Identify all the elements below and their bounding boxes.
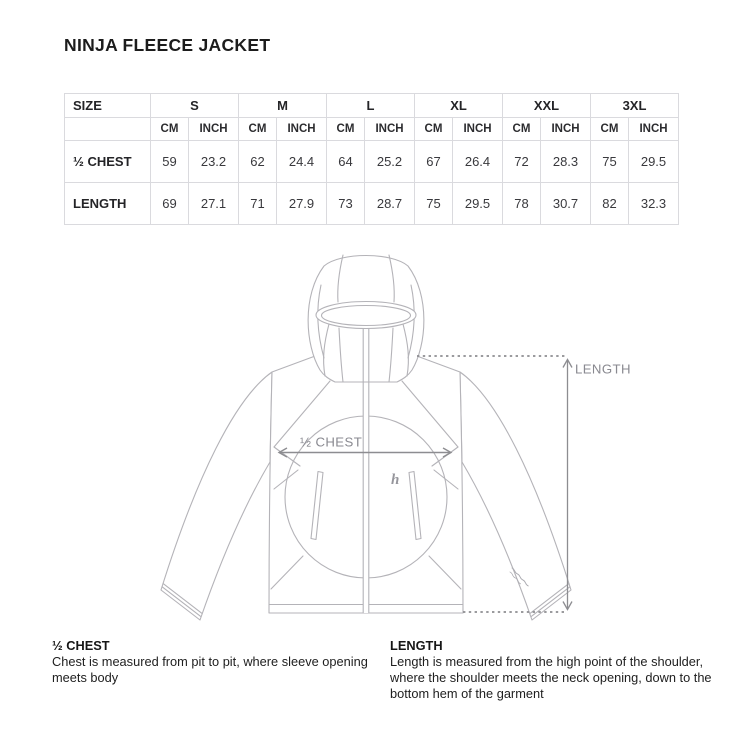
size-col-header-3xl: 3XL — [591, 94, 679, 118]
chest-measure-label: ½ CHEST — [300, 434, 363, 450]
length-measure-label: LENGTH — [575, 361, 631, 377]
footnote-half-chest-heading: ½ CHEST — [52, 638, 110, 653]
size-table-corner-header: SIZE — [65, 94, 151, 118]
value-cell: 82 — [591, 183, 629, 225]
jacket-sleeve-right — [460, 372, 571, 620]
unit-header-cm: CM — [239, 118, 277, 141]
unit-header-inch: INCH — [541, 118, 591, 141]
footnote-length-text: Length is measured from the high point of the shoulder, where the shoulder meets the neck opening, down to the bottom hem of the garment — [390, 654, 712, 701]
value-cell: 29.5 — [629, 141, 679, 183]
size-col-header-xl: XL — [415, 94, 503, 118]
value-cell: 25.2 — [365, 141, 415, 183]
value-cell: 32.3 — [629, 183, 679, 225]
value-cell: 75 — [415, 183, 453, 225]
unit-header-cm: CM — [151, 118, 189, 141]
value-cell: 30.7 — [541, 183, 591, 225]
value-cell: 28.7 — [365, 183, 415, 225]
unit-header-cm: CM — [503, 118, 541, 141]
footnote-length-heading: LENGTH — [390, 638, 443, 653]
value-cell: 75 — [591, 141, 629, 183]
unit-header-cm: CM — [327, 118, 365, 141]
value-cell: 27.1 — [189, 183, 239, 225]
value-cell: 26.4 — [453, 141, 503, 183]
value-cell: 29.5 — [453, 183, 503, 225]
page-title: NINJA FLEECE JACKET — [64, 35, 271, 55]
jacket-sleeve-left — [161, 372, 272, 620]
footnote-half-chest-text: Chest is measured from pit to pit, where sleeve opening meets body — [52, 654, 368, 685]
value-cell: 23.2 — [189, 141, 239, 183]
chest-brand-logo: h — [391, 472, 400, 488]
unit-header-inch: INCH — [453, 118, 503, 141]
unit-header-inch: INCH — [365, 118, 415, 141]
row-label-half-chest: ½ CHEST — [65, 141, 151, 183]
size-col-header-l: L — [327, 94, 415, 118]
unit-header-cm: CM — [415, 118, 453, 141]
unit-header-cm: CM — [591, 118, 629, 141]
size-col-header-m: M — [239, 94, 327, 118]
footnote-half-chest — [52, 638, 384, 686]
size-col-header-s: S — [151, 94, 239, 118]
value-cell: 24.4 — [277, 141, 327, 183]
value-cell: 69 — [151, 183, 189, 225]
value-cell: 59 — [151, 141, 189, 183]
unit-header-inch: INCH — [277, 118, 327, 141]
value-cell: 78 — [503, 183, 541, 225]
value-cell: 72 — [503, 141, 541, 183]
value-cell: 27.9 — [277, 183, 327, 225]
footnote-length — [390, 638, 722, 702]
unit-header-inch: INCH — [629, 118, 679, 141]
unit-header-inch: INCH — [189, 118, 239, 141]
size-col-header-xxl: XXL — [503, 94, 591, 118]
jacket-hood — [308, 255, 424, 382]
value-cell: 73 — [327, 183, 365, 225]
value-cell: 67 — [415, 141, 453, 183]
value-cell: 71 — [239, 183, 277, 225]
value-cell: 28.3 — [541, 141, 591, 183]
value-cell: 62 — [239, 141, 277, 183]
row-label-length: LENGTH — [65, 183, 151, 225]
value-cell: 64 — [327, 141, 365, 183]
